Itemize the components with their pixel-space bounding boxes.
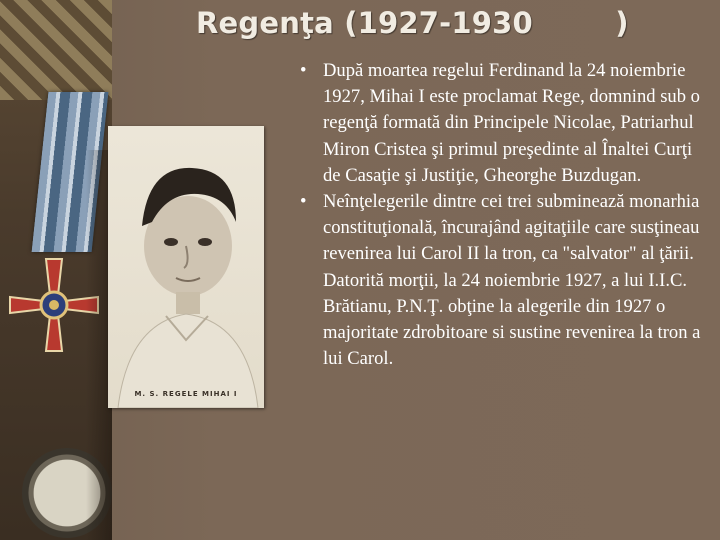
portrait-photo xyxy=(108,126,264,408)
bullet-item-2 xyxy=(294,189,714,372)
bullet-item-1 xyxy=(294,58,714,189)
photo-caption: M. S. REGELE MIHAI I xyxy=(134,390,238,398)
chessboard-pattern xyxy=(0,0,112,100)
bullet-marker: • xyxy=(300,191,307,213)
slide-title: Regenţa (1927-1930 ) xyxy=(196,6,629,40)
bullet-text-1: După moartea regelui Ferdinand la 24 noiembrie 1927, Mihai I este proclamat Rege, domnind sub o regenţă formată din Principele Nicolae, Patriarhul Miron Cristea şi primul preşedinte al Înaltei Curţi de Casaţie şi Justiţie, Gheorghe Buzdugan. xyxy=(323,60,700,186)
bullet-marker: • xyxy=(300,60,307,81)
bullet-text-2: Neînţelegerile dintre cei trei subminează monarhia constituţională, încurajând agitaţiile care susţineau revenirea lui Carol II la tron, ca "salvator" al ţării. Datorită morţii, la 24 noiembrie 1927, a lui I.I.C. Brătianu, P.N.Ţ. obţine la alegerile din 1927 o majoritate zdrobitoare si sustine revenirea la tron a lui Carol. xyxy=(323,191,701,370)
bullet-list xyxy=(294,58,714,372)
decorative-medals-panel xyxy=(0,0,112,540)
boy-portrait-image xyxy=(108,126,264,408)
